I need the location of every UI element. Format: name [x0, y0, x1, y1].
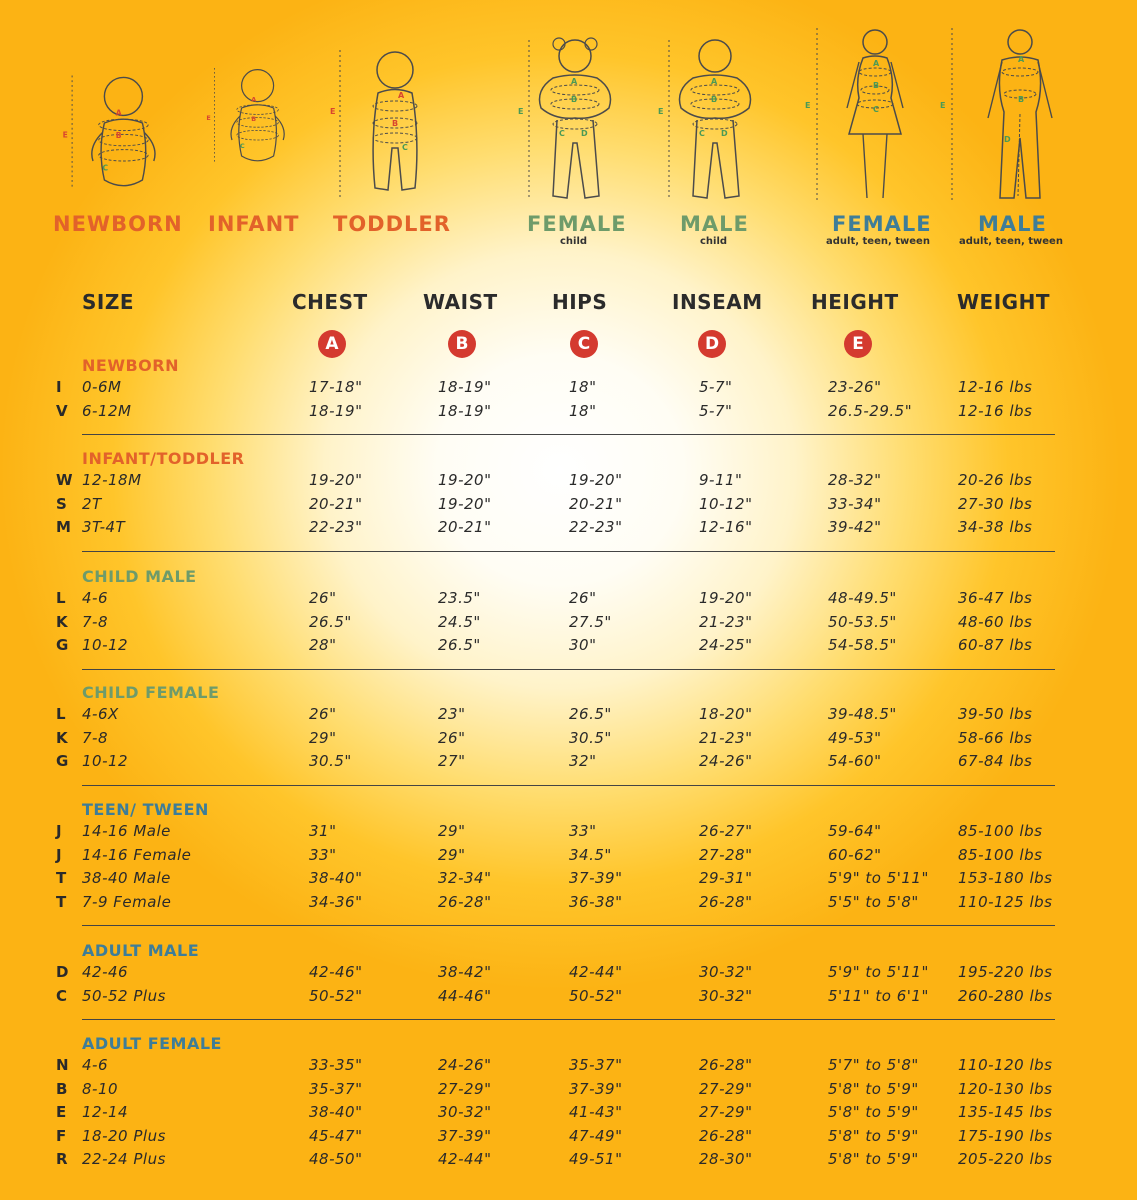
cell-waist: 24-26"	[438, 1056, 492, 1074]
svg-text:D: D	[1004, 135, 1011, 144]
cell-chest: 38-40"	[309, 1103, 363, 1121]
table-row	[0, 963, 1137, 985]
svg-text:D: D	[581, 129, 588, 138]
cell-height: 23-26"	[828, 378, 882, 396]
cell-inseam: 26-28"	[699, 892, 753, 911]
cell-weight: 135-145 lbs	[958, 1103, 1053, 1121]
badge-chest: A	[318, 330, 346, 358]
cell-hips: 42-44"	[569, 963, 623, 981]
figure-male-child-silhouette-icon	[655, 28, 765, 208]
cell-chest: 31"	[309, 822, 337, 840]
cell-hips: 26.5"	[569, 705, 612, 723]
cell-weight: 48-60 lbs	[958, 612, 1033, 631]
cell-waist: 23.5"	[438, 589, 481, 607]
cell-inseam: 26-27"	[699, 822, 753, 840]
svg-text:E: E	[330, 107, 336, 116]
cell-height: 5'11" to 6'1"	[828, 986, 929, 1005]
figure-female-child-silhouette-icon	[515, 28, 625, 208]
size-code: T	[56, 869, 67, 887]
cell-hips: 41-43"	[569, 1103, 623, 1121]
cell-hips: 35-37"	[569, 1056, 623, 1074]
cell-chest: 35-37"	[309, 1079, 363, 1098]
svg-text:C: C	[102, 163, 109, 173]
size-label: 4-6	[82, 589, 108, 607]
figure-label-female-child: FEMALE	[527, 212, 627, 236]
svg-text:A: A	[1018, 55, 1025, 64]
size-code: S	[56, 494, 68, 513]
cell-weight: 39-50 lbs	[958, 705, 1033, 723]
size-label: 10-12	[82, 636, 129, 654]
figure-sublabel-male-adult: adult, teen, tween	[959, 236, 1063, 247]
cell-inseam: 5-7"	[699, 401, 733, 420]
size-code: M	[56, 518, 72, 536]
figure-newborn-silhouette-icon	[55, 28, 175, 208]
cell-waist: 19-20"	[438, 494, 492, 513]
cell-hips: 22-23"	[569, 518, 623, 536]
cell-hips: 34.5"	[569, 845, 612, 864]
cell-height: 5'7" to 5'8"	[828, 1056, 919, 1074]
cell-hips: 36-38"	[569, 892, 623, 911]
table-row	[0, 636, 1137, 658]
cell-waist: 18-19"	[438, 378, 492, 396]
cell-height: 48-49.5"	[828, 589, 897, 607]
cell-inseam: 29-31"	[699, 869, 753, 887]
size-code: T	[56, 892, 67, 911]
svg-text:B: B	[1018, 95, 1025, 104]
svg-text:B: B	[711, 95, 718, 104]
size-code: L	[56, 705, 67, 723]
cell-waist: 27"	[438, 752, 466, 770]
cell-weight: 27-30 lbs	[958, 494, 1033, 513]
svg-text:A: A	[251, 95, 257, 104]
svg-text:B: B	[115, 131, 122, 141]
cell-waist: 23"	[438, 705, 466, 723]
figure-sublabel-male-child: child	[700, 236, 728, 247]
size-code: D	[56, 963, 69, 981]
figure-label-toddler: TODDLER	[333, 212, 451, 236]
header-weight: WEIGHT	[957, 290, 1050, 314]
cell-weight: 58-66 lbs	[958, 728, 1033, 747]
cell-height: 5'9" to 5'11"	[828, 963, 929, 981]
header-height: HEIGHT	[811, 290, 899, 314]
section-title: CHILD FEMALE	[82, 683, 220, 702]
svg-text:A: A	[711, 77, 718, 86]
header-waist: WAIST	[423, 290, 498, 314]
section-title: CHILD MALE	[82, 567, 197, 586]
table-row	[0, 987, 1137, 1009]
cell-chest: 33-35"	[309, 1056, 363, 1074]
cell-height: 5'8" to 5'9"	[828, 1150, 919, 1168]
cell-waist: 26-28"	[438, 892, 492, 911]
cell-height: 5'8" to 5'9"	[828, 1126, 919, 1145]
cell-weight: 195-220 lbs	[958, 963, 1053, 981]
badge-inseam: D	[698, 330, 726, 358]
badge-hips: C	[570, 330, 598, 358]
badge-height: E	[844, 330, 872, 358]
size-label: 12-14	[82, 1103, 129, 1121]
cell-chest: 18-19"	[309, 401, 363, 420]
cell-hips: 37-39"	[569, 1079, 623, 1098]
cell-chest: 30.5"	[309, 752, 352, 770]
svg-text:E: E	[658, 107, 664, 116]
cell-chest: 33"	[309, 845, 337, 864]
size-code: C	[56, 986, 68, 1005]
figure-label-male-child: MALE	[680, 212, 749, 236]
size-label: 7-9 Female	[82, 892, 172, 911]
cell-hips: 18"	[569, 401, 597, 420]
size-label: 6-12M	[82, 401, 132, 420]
size-code: E	[56, 1103, 67, 1121]
figure-male-adult-silhouette-icon	[940, 28, 1070, 208]
size-code: J	[56, 845, 63, 864]
cell-chest: 50-52"	[309, 986, 363, 1005]
cell-chest: 48-50"	[309, 1150, 363, 1168]
table-row	[0, 846, 1137, 868]
size-label: 2T	[82, 494, 102, 513]
size-label: 3T-4T	[82, 518, 126, 536]
cell-weight: 110-120 lbs	[958, 1056, 1053, 1074]
svg-text:A: A	[873, 59, 880, 68]
table-row	[0, 1103, 1137, 1125]
cell-chest: 26"	[309, 705, 337, 723]
size-code: L	[56, 589, 67, 607]
cell-weight: 85-100 lbs	[958, 822, 1043, 840]
size-label: 7-8	[82, 612, 108, 631]
svg-text:E: E	[940, 101, 946, 110]
badge-waist: B	[448, 330, 476, 358]
cell-hips: 30.5"	[569, 728, 612, 747]
cell-waist: 24.5"	[438, 612, 481, 631]
cell-hips: 49-51"	[569, 1150, 623, 1168]
section-title: ADULT FEMALE	[82, 1034, 222, 1053]
cell-chest: 28"	[309, 636, 337, 654]
cell-inseam: 30-32"	[699, 963, 753, 981]
svg-text:A: A	[571, 77, 578, 86]
figure-label-male-adult: MALE	[978, 212, 1047, 236]
table-row	[0, 869, 1137, 891]
cell-chest: 17-18"	[309, 378, 363, 396]
figure-female-adult-silhouette-icon	[805, 28, 935, 208]
cell-weight: 153-180 lbs	[958, 869, 1053, 887]
table-row	[0, 893, 1137, 915]
cell-weight: 34-38 lbs	[958, 518, 1033, 536]
svg-text:B: B	[251, 114, 257, 123]
svg-text:E: E	[62, 130, 68, 140]
section-title: ADULT MALE	[82, 941, 200, 960]
figure-label-newborn: NEWBORN	[53, 212, 183, 236]
cell-waist: 18-19"	[438, 401, 492, 420]
cell-inseam: 27-29"	[699, 1103, 753, 1121]
size-label: 14-16 Male	[82, 822, 171, 840]
cell-inseam: 10-12"	[699, 494, 753, 513]
svg-text:B: B	[571, 95, 578, 104]
size-label: 8-10	[82, 1079, 119, 1098]
cell-chest: 42-46"	[309, 963, 363, 981]
size-code: R	[56, 1150, 69, 1168]
figure-sublabel-female-adult: adult, teen, tween	[826, 236, 930, 247]
size-label: 4-6	[82, 1056, 108, 1074]
size-label: 12-18M	[82, 471, 142, 489]
cell-hips: 30"	[569, 636, 597, 654]
table-row	[0, 1056, 1137, 1078]
cell-hips: 47-49"	[569, 1126, 623, 1145]
cell-inseam: 28-30"	[699, 1150, 753, 1168]
cell-weight: 67-84 lbs	[958, 752, 1033, 770]
header-size: SIZE	[82, 290, 135, 314]
cell-chest: 34-36"	[309, 892, 363, 911]
cell-inseam: 26-28"	[699, 1126, 753, 1145]
cell-hips: 32"	[569, 752, 597, 770]
cell-height: 26.5-29.5"	[828, 401, 913, 420]
section-divider	[82, 785, 1055, 786]
cell-chest: 19-20"	[309, 471, 363, 489]
cell-waist: 20-21"	[438, 518, 492, 536]
svg-text:E: E	[206, 114, 211, 122]
size-code: I	[56, 378, 63, 396]
svg-text:E: E	[518, 107, 524, 116]
cell-hips: 33"	[569, 822, 597, 840]
cell-hips: 19-20"	[569, 471, 623, 489]
cell-chest: 45-47"	[309, 1126, 363, 1145]
svg-text:D: D	[721, 129, 728, 138]
size-code: B	[56, 1079, 68, 1098]
size-code: J	[56, 822, 63, 840]
cell-height: 50-53.5"	[828, 612, 897, 631]
size-label: 0-6M	[82, 378, 122, 396]
svg-text:A: A	[398, 91, 405, 100]
cell-waist: 30-32"	[438, 1103, 492, 1121]
cell-height: 5'5" to 5'8"	[828, 892, 919, 911]
cell-chest: 22-23"	[309, 518, 363, 536]
cell-inseam: 24-26"	[699, 752, 753, 770]
cell-waist: 26.5"	[438, 636, 481, 654]
cell-height: 59-64"	[828, 822, 882, 840]
cell-weight: 85-100 lbs	[958, 845, 1043, 864]
cell-weight: 175-190 lbs	[958, 1126, 1053, 1145]
cell-waist: 26"	[438, 728, 466, 747]
table-row	[0, 402, 1137, 424]
cell-chest: 29"	[309, 728, 337, 747]
size-label: 22-24 Plus	[82, 1150, 166, 1168]
table-row	[0, 729, 1137, 751]
cell-weight: 20-26 lbs	[958, 471, 1033, 489]
figure-label-female-adult: FEMALE	[832, 212, 932, 236]
cell-chest: 38-40"	[309, 869, 363, 887]
table-row	[0, 518, 1137, 540]
cell-inseam: 21-23"	[699, 728, 753, 747]
cell-weight: 120-130 lbs	[958, 1079, 1053, 1098]
cell-waist: 29"	[438, 845, 466, 864]
size-label: 38-40 Male	[82, 869, 171, 887]
cell-weight: 60-87 lbs	[958, 636, 1033, 654]
table-row	[0, 752, 1137, 774]
section-divider	[82, 925, 1055, 926]
header-hips: HIPS	[552, 290, 608, 314]
svg-text:A: A	[115, 108, 122, 118]
size-label: 50-52 Plus	[82, 986, 166, 1005]
cell-waist: 38-42"	[438, 963, 492, 981]
cell-inseam: 30-32"	[699, 986, 753, 1005]
cell-waist: 19-20"	[438, 471, 492, 489]
size-label: 4-6X	[82, 705, 119, 723]
section-title: INFANT/TODDLER	[82, 449, 245, 468]
cell-waist: 37-39"	[438, 1126, 492, 1145]
cell-height: 60-62"	[828, 845, 882, 864]
svg-text:B: B	[873, 81, 880, 90]
section-title: TEEN/ TWEEN	[82, 800, 209, 819]
cell-waist: 44-46"	[438, 986, 492, 1005]
table-row	[0, 613, 1137, 635]
size-label: 18-20 Plus	[82, 1126, 166, 1145]
cell-hips: 18"	[569, 378, 597, 396]
cell-inseam: 24-25"	[699, 636, 753, 654]
cell-weight: 36-47 lbs	[958, 589, 1033, 607]
svg-text:C: C	[240, 142, 245, 150]
cell-height: 39-48.5"	[828, 705, 897, 723]
size-code: N	[56, 1056, 70, 1074]
size-code: W	[56, 471, 74, 489]
size-label: 10-12	[82, 752, 129, 770]
table-row	[0, 705, 1137, 727]
cell-inseam: 27-29"	[699, 1079, 753, 1098]
size-code: V	[56, 401, 69, 420]
cell-inseam: 18-20"	[699, 705, 753, 723]
cell-hips: 27.5"	[569, 612, 612, 631]
table-row	[0, 589, 1137, 611]
size-code: K	[56, 728, 69, 747]
size-code: G	[56, 636, 69, 654]
size-code: F	[56, 1126, 67, 1145]
header-chest: CHEST	[292, 290, 368, 314]
cell-height: 54-60"	[828, 752, 882, 770]
size-code: G	[56, 752, 69, 770]
figure-label-infant: INFANT	[208, 212, 300, 236]
size-label: 7-8	[82, 728, 108, 747]
figure-infant-silhouette-icon	[200, 28, 300, 208]
size-label: 42-46	[82, 963, 129, 981]
cell-inseam: 9-11"	[699, 471, 743, 489]
cell-height: 39-42"	[828, 518, 882, 536]
section-divider	[82, 669, 1055, 670]
cell-hips: 37-39"	[569, 869, 623, 887]
cell-inseam: 21-23"	[699, 612, 753, 631]
cell-weight: 12-16 lbs	[958, 401, 1033, 420]
cell-hips: 50-52"	[569, 986, 623, 1005]
cell-height: 33-34"	[828, 494, 882, 513]
cell-inseam: 19-20"	[699, 589, 753, 607]
cell-waist: 29"	[438, 822, 466, 840]
table-row	[0, 1150, 1137, 1172]
cell-hips: 26"	[569, 589, 597, 607]
section-divider	[82, 1019, 1055, 1020]
figure-sublabel-female-child: child	[560, 236, 588, 247]
cell-inseam: 12-16"	[699, 518, 753, 536]
header-inseam: INSEAM	[672, 290, 763, 314]
svg-text:C: C	[873, 105, 879, 114]
cell-chest: 20-21"	[309, 494, 363, 513]
cell-height: 5'8" to 5'9"	[828, 1079, 919, 1098]
size-label: 14-16 Female	[82, 845, 192, 864]
table-row	[0, 1127, 1137, 1149]
cell-inseam: 5-7"	[699, 378, 733, 396]
cell-height: 5'9" to 5'11"	[828, 869, 929, 887]
cell-weight: 12-16 lbs	[958, 378, 1033, 396]
cell-weight: 110-125 lbs	[958, 892, 1053, 911]
section-divider	[82, 551, 1055, 552]
cell-height: 5'8" to 5'9"	[828, 1103, 919, 1121]
cell-waist: 42-44"	[438, 1150, 492, 1168]
section-title: NEWBORN	[82, 356, 179, 375]
cell-hips: 20-21"	[569, 494, 623, 513]
cell-inseam: 26-28"	[699, 1056, 753, 1074]
cell-weight: 205-220 lbs	[958, 1150, 1053, 1168]
cell-chest: 26"	[309, 589, 337, 607]
svg-text:C: C	[699, 129, 705, 138]
cell-height: 28-32"	[828, 471, 882, 489]
cell-inseam: 27-28"	[699, 845, 753, 864]
svg-text:B: B	[392, 119, 399, 128]
table-row	[0, 471, 1137, 493]
table-row	[0, 822, 1137, 844]
section-divider	[82, 434, 1055, 435]
table-row	[0, 1080, 1137, 1102]
cell-chest: 26.5"	[309, 612, 352, 631]
cell-height: 49-53"	[828, 728, 882, 747]
svg-text:E: E	[805, 101, 811, 110]
cell-waist: 32-34"	[438, 869, 492, 887]
cell-weight: 260-280 lbs	[958, 986, 1053, 1005]
svg-text:C: C	[402, 143, 408, 152]
table-row	[0, 495, 1137, 517]
table-row	[0, 378, 1137, 400]
svg-text:C: C	[559, 129, 565, 138]
figure-toddler-silhouette-icon	[330, 28, 440, 208]
cell-height: 54-58.5"	[828, 636, 897, 654]
size-code: K	[56, 612, 69, 631]
cell-waist: 27-29"	[438, 1079, 492, 1098]
